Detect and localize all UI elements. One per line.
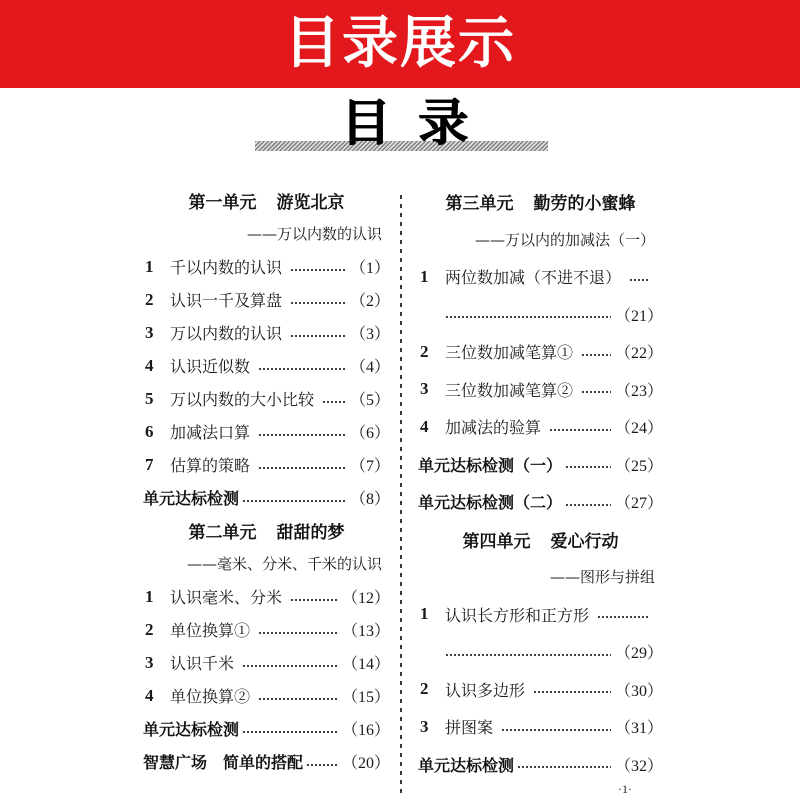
unit-test-title: 单元达标检测 bbox=[143, 720, 240, 739]
unit-name: 爱心行动 bbox=[550, 531, 619, 552]
entry-number: 1 bbox=[420, 266, 429, 286]
entry-page: （16） bbox=[341, 722, 390, 739]
entry-title: 认识多边形 bbox=[445, 680, 526, 700]
toc-entry bbox=[418, 596, 663, 634]
entry-title: 万以内数的大小比较 bbox=[170, 390, 315, 409]
dot-leader bbox=[629, 278, 649, 282]
entry-title: 千以内数的认识 bbox=[170, 258, 283, 277]
entry-title: 三位数加减笔算① bbox=[445, 343, 574, 363]
unit-heading bbox=[143, 184, 390, 217]
entry-number: 1 bbox=[145, 256, 154, 276]
entry-number: 2 bbox=[145, 289, 154, 309]
entry-number: 7 bbox=[145, 454, 154, 474]
smart-plaza-entry bbox=[143, 745, 390, 778]
unit-heading bbox=[143, 514, 390, 547]
entry-number: 4 bbox=[145, 355, 154, 375]
entry-number: 4 bbox=[420, 416, 429, 436]
entry-title: 拼图案 bbox=[445, 718, 494, 738]
dot-leader bbox=[290, 301, 346, 305]
unit-test-entry bbox=[143, 481, 390, 514]
toc-entry bbox=[143, 250, 390, 283]
entry-page: （32） bbox=[614, 757, 663, 775]
entry-page: （29） bbox=[614, 645, 663, 663]
entry-page: （20） bbox=[341, 755, 390, 772]
entry-number: 2 bbox=[145, 619, 154, 639]
unit-label: 第四单元 bbox=[462, 531, 531, 552]
toc-entry bbox=[143, 415, 390, 448]
smart-plaza-label: 智慧广场 bbox=[143, 753, 208, 772]
entry-number: 1 bbox=[420, 604, 429, 624]
dot-leader bbox=[242, 499, 346, 503]
entry-title: 加减法的验算 bbox=[445, 418, 542, 438]
toc-entry bbox=[418, 333, 663, 371]
dot-leader bbox=[258, 466, 346, 470]
entry-page: （5） bbox=[349, 392, 390, 409]
entry-number: 2 bbox=[420, 341, 429, 361]
unit-subtitle: ——万以内数的认识 bbox=[246, 225, 382, 243]
entry-number: 1 bbox=[145, 586, 154, 606]
entry-page: （4） bbox=[349, 359, 390, 376]
entry-page: （25） bbox=[614, 457, 663, 475]
entry-page: （24） bbox=[614, 420, 663, 438]
entry-page: （22） bbox=[614, 345, 663, 363]
unit-heading bbox=[418, 521, 663, 559]
entry-page: （7） bbox=[349, 458, 390, 475]
dot-leader bbox=[549, 428, 611, 432]
dot-leader bbox=[290, 268, 346, 272]
entry-title: 三位数加减笔算② bbox=[445, 380, 574, 400]
dot-leader bbox=[565, 465, 611, 469]
toc-entry bbox=[418, 258, 663, 296]
dot-leader bbox=[581, 390, 611, 394]
entry-page: （23） bbox=[614, 382, 663, 400]
entry-page: （8） bbox=[349, 491, 390, 508]
unit-test-title: 单元达标检测 bbox=[418, 755, 515, 775]
dot-leader bbox=[517, 765, 611, 769]
unit-test-entry bbox=[418, 446, 663, 484]
unit-label: 第二单元 bbox=[188, 523, 257, 543]
toc-entry bbox=[143, 349, 390, 382]
unit-label: 第三单元 bbox=[445, 194, 514, 215]
toc-entry-continuation bbox=[418, 633, 663, 671]
dot-leader bbox=[258, 433, 346, 437]
toc-entry bbox=[143, 382, 390, 415]
unit-test-entry bbox=[143, 712, 390, 745]
entry-number: 6 bbox=[145, 421, 154, 441]
entry-page: （3） bbox=[349, 326, 390, 343]
unit-subtitle: ——毫米、分米、千米的认识 bbox=[186, 555, 382, 573]
entry-title: 认识长方形和正方形 bbox=[445, 605, 590, 625]
entry-page: （15） bbox=[341, 689, 390, 706]
entry-title: 估算的策略 bbox=[170, 456, 251, 475]
unit-label: 第一单元 bbox=[188, 193, 257, 213]
unit-name: 甜甜的梦 bbox=[276, 523, 345, 543]
entry-page: （2） bbox=[349, 293, 390, 310]
entry-title: 单位换算② bbox=[170, 687, 251, 706]
entry-number: 3 bbox=[145, 322, 154, 342]
entry-page: （6） bbox=[349, 425, 390, 442]
entry-title: 两位数加减（不进不退） bbox=[445, 268, 622, 288]
toc-entry bbox=[418, 408, 663, 446]
unit-subtitle: ——图形与拼组 bbox=[549, 568, 655, 587]
unit-name: 勤劳的小蜜蜂 bbox=[533, 194, 636, 215]
toc-entry bbox=[143, 580, 390, 613]
entry-title: 单位换算① bbox=[170, 621, 251, 640]
entry-title: 认识毫米、分米 bbox=[170, 588, 283, 607]
toc-left-column bbox=[143, 184, 390, 778]
entry-title: 加减法口算 bbox=[170, 423, 251, 442]
entry-page: （12） bbox=[341, 590, 390, 607]
entry-number: 3 bbox=[420, 379, 429, 399]
toc-entry bbox=[143, 448, 390, 481]
toc-entry bbox=[143, 316, 390, 349]
unit-heading bbox=[418, 183, 663, 221]
entry-number: 3 bbox=[145, 652, 154, 672]
entry-page: （27） bbox=[614, 495, 663, 513]
dot-leader bbox=[501, 728, 611, 732]
entry-title: 认识一千及算盘 bbox=[170, 291, 283, 310]
dot-leader bbox=[290, 334, 346, 338]
entry-page: （30） bbox=[614, 682, 663, 700]
entry-page: （1） bbox=[349, 260, 390, 277]
dot-leader bbox=[322, 400, 346, 404]
dot-leader bbox=[242, 664, 338, 668]
entry-number: 4 bbox=[145, 685, 154, 705]
toc-entry bbox=[143, 646, 390, 679]
toc-right-column bbox=[418, 183, 663, 783]
dot-leader bbox=[242, 730, 338, 734]
banner bbox=[0, 0, 800, 88]
unit-test-title: 单元达标检测（二） bbox=[418, 493, 563, 513]
toc-entry-continuation bbox=[418, 296, 663, 334]
unit-test-entry bbox=[418, 483, 663, 521]
unit-name: 游览北京 bbox=[276, 193, 345, 213]
toc-entry bbox=[143, 679, 390, 712]
entry-number: 5 bbox=[145, 388, 154, 408]
unit-test-title: 单元达标检测 bbox=[143, 489, 240, 508]
dot-leader bbox=[258, 367, 346, 371]
unit-test-entry bbox=[418, 746, 663, 784]
toc-entry bbox=[418, 371, 663, 409]
toc-entry bbox=[418, 708, 663, 746]
dot-leader bbox=[445, 315, 611, 319]
entry-page: （13） bbox=[341, 623, 390, 640]
toc-title: 目 录 bbox=[340, 94, 474, 152]
dot-leader bbox=[533, 690, 611, 694]
entry-page: （14） bbox=[341, 656, 390, 673]
toc-entry bbox=[418, 671, 663, 709]
column-divider bbox=[400, 195, 402, 793]
dot-leader bbox=[597, 615, 649, 619]
banner-title: 目录展示 bbox=[284, 11, 516, 76]
toc-entry bbox=[143, 613, 390, 646]
entry-page: （21） bbox=[614, 307, 663, 325]
unit-test-title: 单元达标检测（一） bbox=[418, 455, 563, 475]
entry-title: 认识近似数 bbox=[170, 357, 251, 376]
dot-leader bbox=[258, 631, 338, 635]
dot-leader bbox=[306, 763, 338, 767]
unit-subtitle: ——万以内的加减法（一） bbox=[474, 230, 655, 249]
dot-leader bbox=[565, 503, 611, 507]
entry-number: 2 bbox=[420, 679, 429, 699]
dot-leader bbox=[581, 353, 611, 357]
entry-number: 3 bbox=[420, 716, 429, 736]
entry-page: （31） bbox=[614, 720, 663, 738]
dot-leader bbox=[290, 598, 338, 602]
entry-title: 万以内数的认识 bbox=[170, 324, 283, 343]
dot-leader bbox=[445, 653, 611, 657]
page-number: ·1· bbox=[618, 782, 632, 796]
smart-plaza-title: 简单的搭配 bbox=[223, 753, 304, 772]
toc-entry bbox=[143, 283, 390, 316]
entry-title: 认识千米 bbox=[170, 654, 235, 673]
dot-leader bbox=[258, 697, 338, 701]
